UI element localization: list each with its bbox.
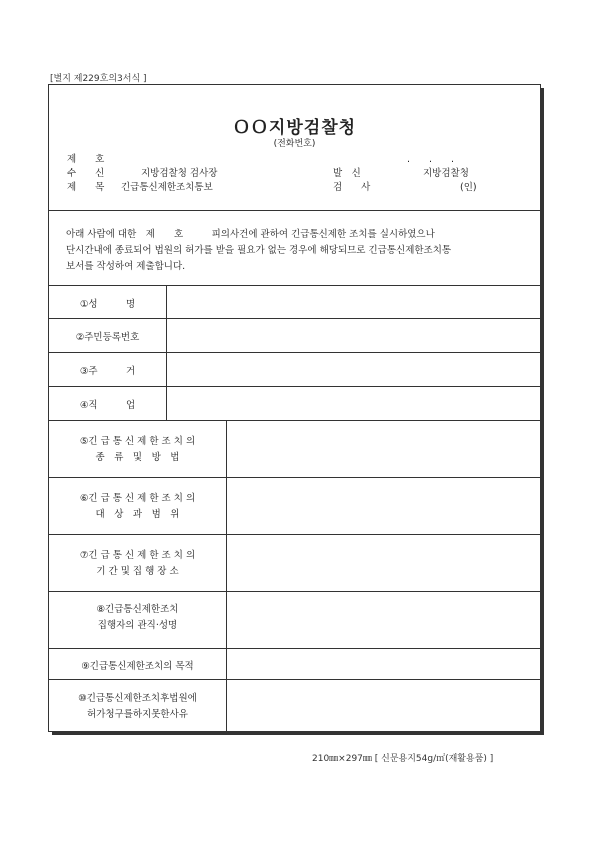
date-field: . . . <box>407 154 455 165</box>
form-id-label: [별지 제229호의3서식 ] <box>50 74 147 84</box>
job-label: ④직 업 <box>79 400 136 411</box>
target-label-line2: 대 상 과 범 위 <box>95 509 180 520</box>
executor-label-line2: 집행자의 관직·성명 <box>97 620 178 631</box>
recipient-label: 수 신 <box>67 168 105 179</box>
type-label-line2: 종 류 및 방 법 <box>95 452 180 463</box>
row-divider <box>49 318 540 319</box>
body-line: 보서를 작성하여 제출합니다. <box>66 261 186 272</box>
row-divider <box>49 477 540 478</box>
address-label: ③주 거 <box>79 366 136 377</box>
name-label: ①성 명 <box>79 299 136 310</box>
type-label-line1: ⑤긴 급 통 신 제 한 조 치 의 <box>79 436 196 447</box>
row-divider <box>49 679 540 680</box>
row-divider <box>49 591 540 592</box>
period-label-line2: 기 간 및 집 행 장 소 <box>96 566 179 577</box>
column-divider <box>166 285 167 420</box>
seal-mark: (인) <box>460 182 477 193</box>
form-title: ＯＯ지방검찰청 <box>232 118 357 138</box>
executor-label-line1: ⑧긴급통신제한조치 <box>96 604 179 615</box>
purpose-label: ⑨긴급통신제한조치의 목적 <box>81 661 194 672</box>
header-divider <box>49 210 540 211</box>
row-divider <box>49 534 540 535</box>
recipient-value: 지방검찰청 검사장 <box>141 168 218 179</box>
notice-body <box>66 227 546 275</box>
number-label: 제 호 <box>67 154 105 165</box>
phone-note: (전화번호) <box>273 139 316 149</box>
row-divider <box>49 648 540 649</box>
sender-value: 지방검찰청 <box>423 168 469 179</box>
period-label-line1: ⑦긴 급 통 신 제 한 조 치 의 <box>79 550 196 561</box>
row-divider <box>49 285 540 286</box>
target-label-line1: ⑥긴 급 통 신 제 한 조 치 의 <box>79 493 196 504</box>
row-divider <box>49 386 540 387</box>
sender-label: 발 신 <box>333 168 361 179</box>
frame-shadow-right <box>541 88 544 734</box>
reason-label-line1: ⑩긴급통신제한조치후법원에 <box>78 693 197 704</box>
frame-shadow-bottom <box>52 732 544 735</box>
notice-form <box>48 84 541 732</box>
reason-label-line2: 허가청구를하지못한사유 <box>87 709 188 720</box>
row-divider <box>49 420 540 421</box>
body-line: 아래 사람에 대한 제 호 피의사건에 관하여 긴급통신제한 조치를 실시하였으나 <box>66 229 435 240</box>
paper-spec: 210㎜×297㎜ [ 신문용지54g/㎡(재활용품) ] <box>312 754 494 764</box>
row-divider <box>49 352 540 353</box>
prosecutor-label: 검 사 <box>333 182 371 193</box>
column-divider <box>226 420 227 733</box>
rrn-label: ②주민등록번호 <box>75 332 140 343</box>
subject-label: 제 목 <box>67 182 105 193</box>
body-line: 단시간내에 종료되어 법원의 허가를 받을 필요가 없는 경우에 해당되므로 긴급통신제한조치통 <box>66 245 452 256</box>
subject-value: 긴급통신제한조치통보 <box>121 182 213 193</box>
